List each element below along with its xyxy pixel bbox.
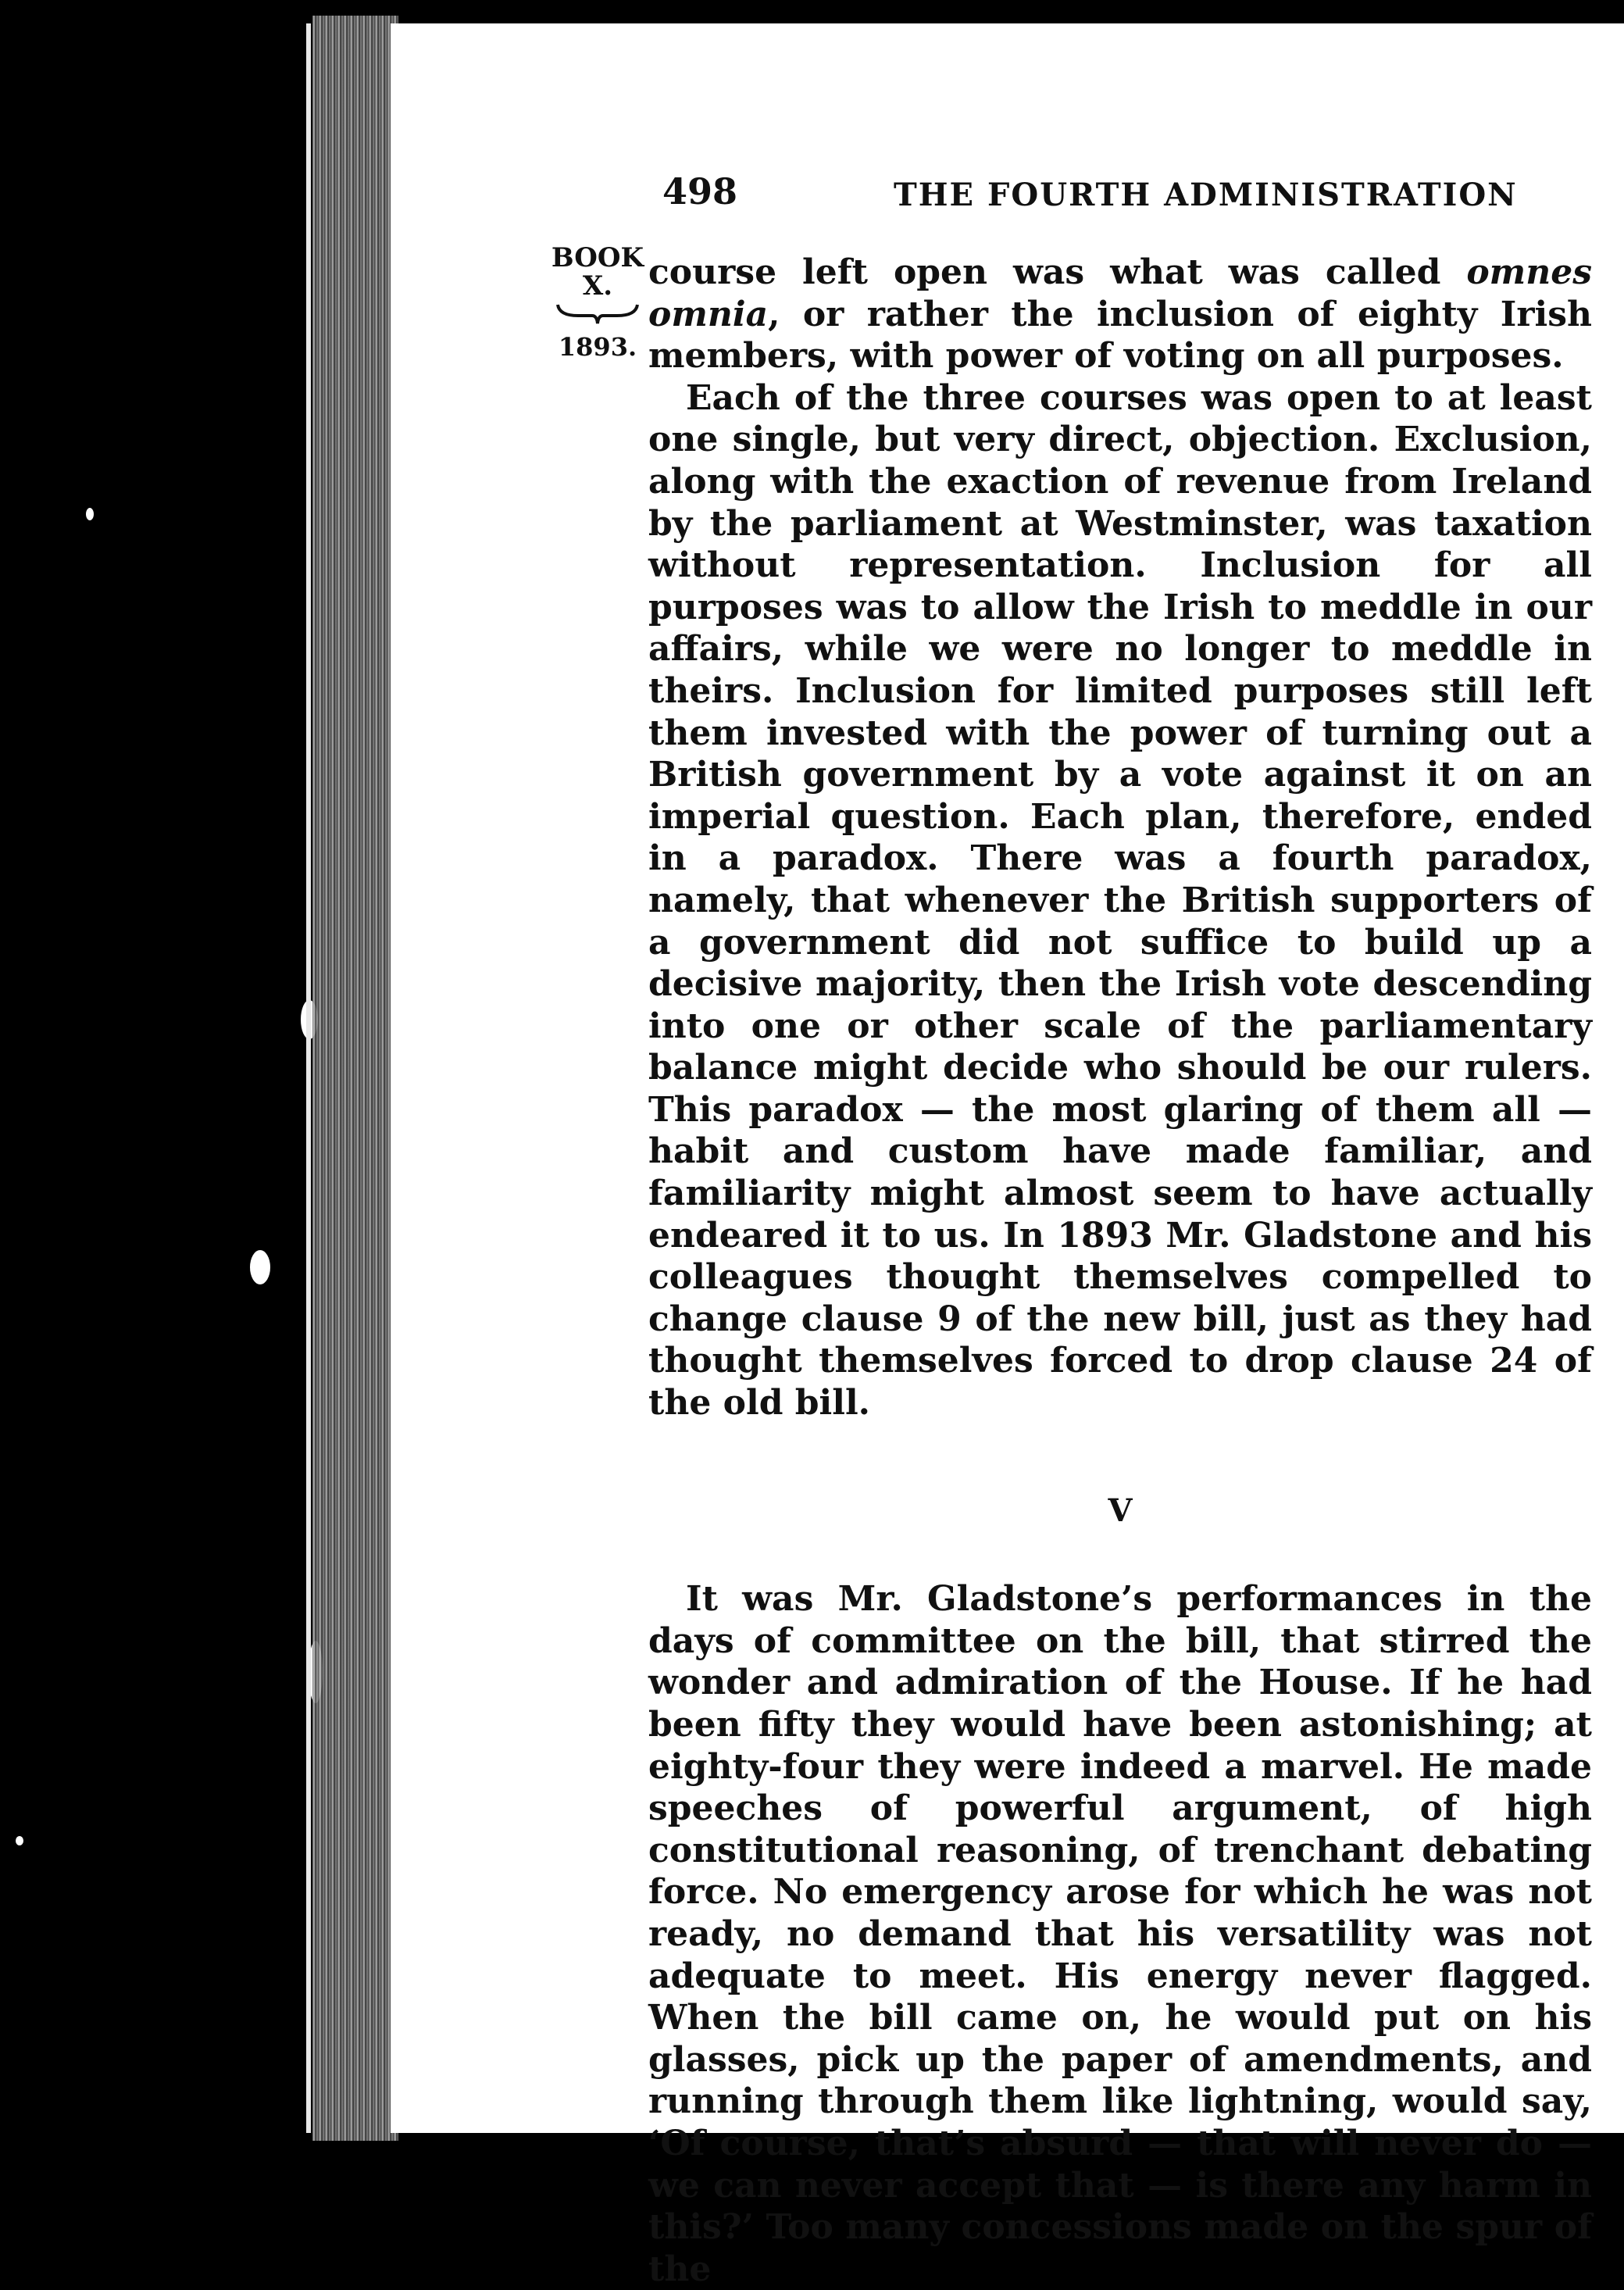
binding-edge xyxy=(306,23,311,2133)
paragraph-3: It was Mr. Gladstone’s performances in the days of committee on the bill, that stirred the wonder and admiration of the House. If he had been fifty they would have been astonishing; at eighty-four they were indeed a marvel. He made speeches of powerful argument, of high constitutional reasoning, of trenchant debating force. No emergency arose for which he was not ready, no demand that his versatility was not adequate to meet. His energy never flagged. When the bill came on, he would put on his glasses, pick up the paper of amendments, and running through them like lightning, would say, ‘Of course, that’s absurd — that will never do — we can never accept that — is there any harm in this?’ Too many concessions made on the spur of the xyxy=(648,1579,1592,2289)
paragraph-2: Each of the three courses was open to at least one single, but very direct, objection. Exclusion, along with the exaction of revenue from Ireland by the parliament at Westminster, was taxation without representation. Inclusion for all purposes was to allow the Irish to meddle in our affairs, while we were no longer to meddle in theirs. Inclusion for limited purposes still left them invested with the power of turning out a British government by a vote against it on an imperial question. Each plan, therefore, ended in a paradox. There was a fourth paradox, namely, that whenever the British supporters of a government did not suffice to build up a decisive majority, then the Irish vote descending into one or other scale of the parliamentary balance might decide who should be our rulers. This paradox — the most glaring of them all — habit and custom have made familiar, and familiarity might almost seem to have actually endeared it to us. In 1893 Mr. Gladstone and his colleagues thought themselves compelled to change clause 9 of the new bill, just as they had thought themselves forced to drop clause 24 of the old bill. xyxy=(648,377,1592,1424)
scan-margin xyxy=(0,0,312,2246)
italic-phrase: omnes omnia xyxy=(648,252,1592,334)
book-binding xyxy=(312,16,398,2141)
scan-speck xyxy=(86,508,94,520)
year-label: 1893. xyxy=(558,332,637,362)
paragraph-1: course left open was what was called omnes omnia, or rather the inclusion of eighty Irish members, with power of voting on all purposes. xyxy=(648,252,1592,377)
page-number: 498 xyxy=(662,170,738,213)
scan-speck xyxy=(250,1250,270,1284)
book-page xyxy=(391,23,1624,2289)
book-label: BOOK xyxy=(551,242,644,273)
running-title: THE FOURTH ADMINISTRATION xyxy=(894,177,1518,213)
book-number: X. xyxy=(582,270,613,302)
section-heading: V xyxy=(1108,1492,1133,1529)
body-text xyxy=(648,252,1592,2290)
margin-note xyxy=(547,244,648,361)
scan-speck xyxy=(16,1836,23,1845)
brace-icon xyxy=(555,302,641,325)
